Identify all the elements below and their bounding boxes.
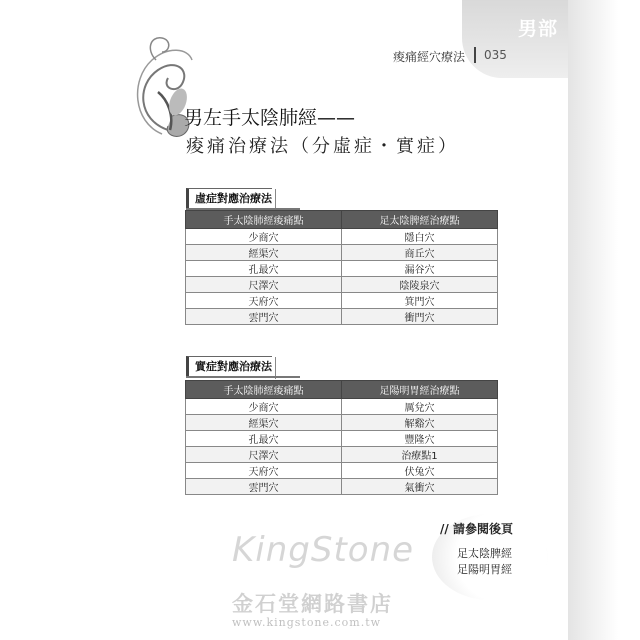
table-cell: 氣衝穴	[342, 479, 498, 495]
table-cell: 陰陵泉穴	[342, 277, 498, 293]
table-cell: 治療點1	[342, 447, 498, 463]
table-row	[186, 277, 498, 293]
table-cell: 孔最穴	[186, 261, 342, 277]
shi-table	[185, 380, 498, 495]
table-row	[186, 415, 498, 431]
table-row	[186, 479, 498, 495]
page-number: 035	[484, 48, 507, 62]
watermark-store-name: 金石堂網路書店	[232, 591, 393, 616]
column-header: 手太陰肺經痠痛點	[186, 211, 342, 229]
page-title-line1: 男左手太陰肺經——	[184, 107, 356, 129]
table-cell: 箕門穴	[342, 293, 498, 309]
table-cell: 尺澤穴	[186, 447, 342, 463]
table-cell: 衝門穴	[342, 309, 498, 325]
table-row	[186, 447, 498, 463]
shi-label-underline	[186, 376, 300, 378]
table-row	[186, 229, 498, 245]
table-row	[186, 261, 498, 277]
watermark-logo: KingStone	[232, 530, 415, 570]
table-row	[186, 293, 498, 309]
running-header-title: 痠痛經穴療法	[393, 50, 466, 64]
table-header-row	[186, 381, 498, 399]
table-cell: 經渠穴	[186, 415, 342, 431]
table-cell: 厲兌穴	[342, 399, 498, 415]
xu-table	[185, 210, 498, 325]
table-cell: 隱白穴	[342, 229, 498, 245]
table-header-row	[186, 211, 498, 229]
section-tab	[462, 0, 568, 78]
header-divider	[474, 47, 476, 63]
table-row	[186, 463, 498, 479]
table-cell: 商丘穴	[342, 245, 498, 261]
column-header: 足陽明胃經治療點	[342, 381, 498, 399]
table-cell: 雲門穴	[186, 309, 342, 325]
table-cell: 經渠穴	[186, 245, 342, 261]
table-cell: 天府穴	[186, 463, 342, 479]
shi-section-label: 實症對應治療法	[186, 356, 272, 377]
column-header: 手太陰肺經痠痛點	[186, 381, 342, 399]
table-row	[186, 245, 498, 261]
table-cell: 漏谷穴	[342, 261, 498, 277]
table-cell: 伏兔穴	[342, 463, 498, 479]
note-title: // 請參閱後頁	[440, 522, 513, 536]
table-cell: 少商穴	[186, 399, 342, 415]
table-cell: 尺澤穴	[186, 277, 342, 293]
table-row	[186, 431, 498, 447]
note-line: 足太陰脾經	[457, 547, 512, 560]
table-cell: 孔最穴	[186, 431, 342, 447]
table-cell: 雲門穴	[186, 479, 342, 495]
table-cell: 豐隆穴	[342, 431, 498, 447]
xu-section-label: 虛症對應治療法	[186, 188, 272, 209]
table-cell: 少商穴	[186, 229, 342, 245]
table-cell: 解谿穴	[342, 415, 498, 431]
note-line: 足陽明胃經	[457, 563, 512, 576]
table-row	[186, 309, 498, 325]
table-row	[186, 399, 498, 415]
section-tab-label: 男部	[517, 18, 558, 40]
watermark-url: www.kingstone.com.tw	[232, 616, 382, 629]
column-header: 足太陰脾經治療點	[342, 211, 498, 229]
table-cell: 天府穴	[186, 293, 342, 309]
page-title-line2: 痠痛治療法（分虛症・實症）	[186, 136, 459, 157]
page-edge-shadow	[568, 0, 640, 640]
